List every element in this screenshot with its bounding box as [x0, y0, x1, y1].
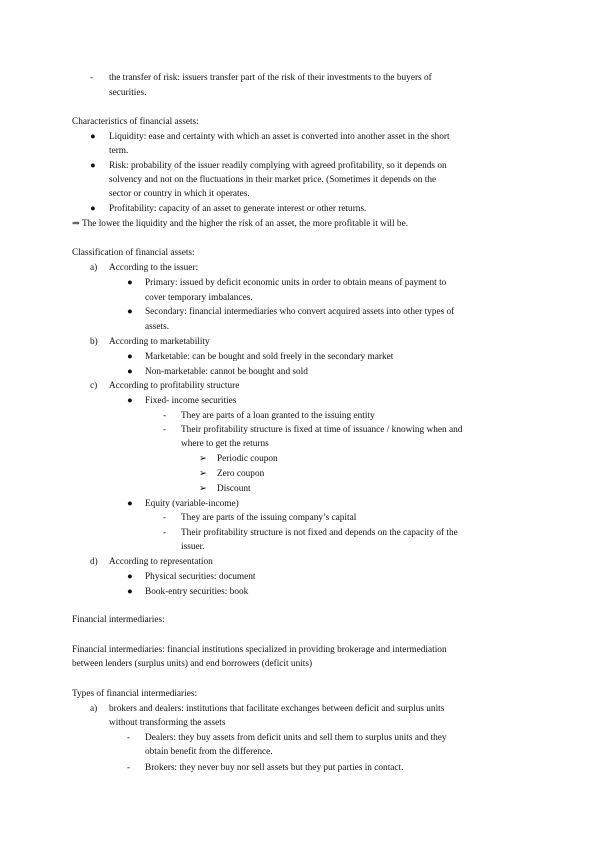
risk-transfer-line-2: securities. — [109, 88, 147, 98]
arrow-bullet-icon: ➢ — [199, 469, 207, 479]
risk-transfer-line-1: the transfer of risk: issuers transfer part of the risk of their investments to the buyers of — [109, 73, 432, 83]
equity-sub-2-line-1: Their profitability structure is not fixed and depends on the capacity of the — [181, 528, 458, 538]
brokers-dealers-line-1: brokers and dealers: institutions that facilitate exchanges between deficit and surplus units — [109, 704, 445, 714]
characteristics-heading: Characteristics of financial assets: — [72, 117, 199, 127]
bullet-icon: ● — [127, 307, 133, 317]
issuer-label: According to the issuer: — [109, 263, 199, 273]
equity-sub-2-line-2: issuer. — [181, 542, 205, 552]
zero-coupon: Zero coupon — [217, 469, 265, 479]
bullet-icon: ● — [90, 132, 96, 142]
bullet-icon: ● — [127, 587, 133, 597]
bullet-icon: ● — [90, 204, 96, 214]
brokers-dealers-line-2: without transforming the assets — [109, 718, 226, 728]
intermediaries-heading: Financial intermediaries: — [72, 615, 165, 625]
liquidity-line-2: term. — [109, 146, 129, 156]
definition-line-2: between lenders (surplus units) and end borrowers (deficit units) — [72, 659, 313, 669]
fixed-income-sub-2-line-2: where to get the returns — [181, 439, 269, 449]
bullet-icon: ● — [127, 572, 133, 582]
liquidity-line-1: Liquidity: ease and certainty with which an asset is converted into another asset in the short — [109, 132, 450, 142]
profitability-structure-label: According to profitability structure — [109, 381, 240, 391]
types-heading: Types of financial intermediaries: — [72, 689, 198, 699]
list-marker-c: c) — [90, 381, 98, 391]
non-marketable-line: Non-marketable: cannot be bought and sold — [145, 367, 308, 377]
equity-label: Equity (variable-income) — [145, 499, 239, 509]
discount: Discount — [217, 484, 251, 494]
bullet-icon: ● — [127, 499, 133, 509]
risk-line-1: Risk: probability of the issuer readily complying with agreed profitability, so it depends on — [109, 161, 447, 171]
dash-bullet: - — [163, 528, 167, 538]
arrow-bullet-icon: ➢ — [199, 454, 207, 464]
periodic-coupon: Periodic coupon — [217, 454, 278, 464]
profitability-line: Profitability: capacity of an asset to generate interest or other returns. — [109, 204, 367, 214]
equity-sub-1: They are parts of the issuing company’s capital — [181, 513, 357, 523]
brokers-line: Brokers: they never buy nor sell assets but they put parties in contact. — [145, 763, 404, 773]
dash-bullet: - — [90, 73, 94, 83]
secondary-line-1: Secondary: financial intermediaries who convert acquired assets into other types of — [145, 307, 455, 317]
dash-bullet: - — [163, 513, 167, 523]
primary-line-1: Primary: issued by deficit economic units in order to obtain means of payment to — [145, 278, 447, 288]
fixed-income-sub-2-line-1: Their profitability structure is fixed at time of issuance / knowing when and — [181, 425, 463, 435]
definition-line-1: Financial intermediaries: financial institutions specialized in providing brokerage and intermediation — [72, 645, 447, 655]
conclusion-line: ⇒ The lower the liquidity and the higher the risk of an asset, the more profitable it will be. — [72, 219, 409, 229]
secondary-line-2: assets. — [145, 322, 170, 332]
representation-label: According to representation — [109, 557, 213, 567]
list-marker-a: a) — [90, 263, 98, 273]
dash-bullet: - — [127, 763, 131, 773]
risk-line-3: sector or country in which it operates. — [109, 189, 250, 199]
arrow-bullet-icon: ➢ — [199, 484, 207, 494]
dealers-line-1: Dealers: they buy assets from deficit units and sell them to surplus units and they — [145, 733, 447, 743]
bullet-icon: ● — [127, 278, 133, 288]
dealers-line-2: obtain benefit from the difference. — [145, 747, 273, 757]
risk-line-2: solvency and not on the fluctuations in their market price. (Sometimes it depends on the — [109, 175, 437, 185]
bullet-icon: ● — [90, 161, 96, 171]
book-entry-line: Book-entry securities: book — [145, 587, 249, 597]
physical-securities-line: Physical securities: document — [145, 572, 256, 582]
list-marker-b: b) — [90, 337, 98, 347]
dash-bullet: - — [163, 411, 167, 421]
marketability-label: According to marketability — [109, 337, 210, 347]
fixed-income-label: Fixed- income securities — [145, 396, 237, 406]
bullet-icon: ● — [127, 352, 133, 362]
primary-line-2: cover temporary imbalances. — [145, 293, 253, 303]
bullet-icon: ● — [127, 367, 133, 377]
classification-heading: Classification of financial assets: — [72, 248, 195, 258]
dash-bullet: - — [127, 733, 131, 743]
marketable-line: Marketable: can be bought and sold freely in the secondary market — [145, 352, 394, 362]
dash-bullet: - — [163, 425, 167, 435]
bullet-icon: ● — [127, 396, 133, 406]
list-marker-d: d) — [90, 557, 98, 567]
fixed-income-sub-1: They are parts of a loan granted to the issuing entity — [181, 411, 375, 421]
list-marker-a: a) — [90, 704, 98, 714]
